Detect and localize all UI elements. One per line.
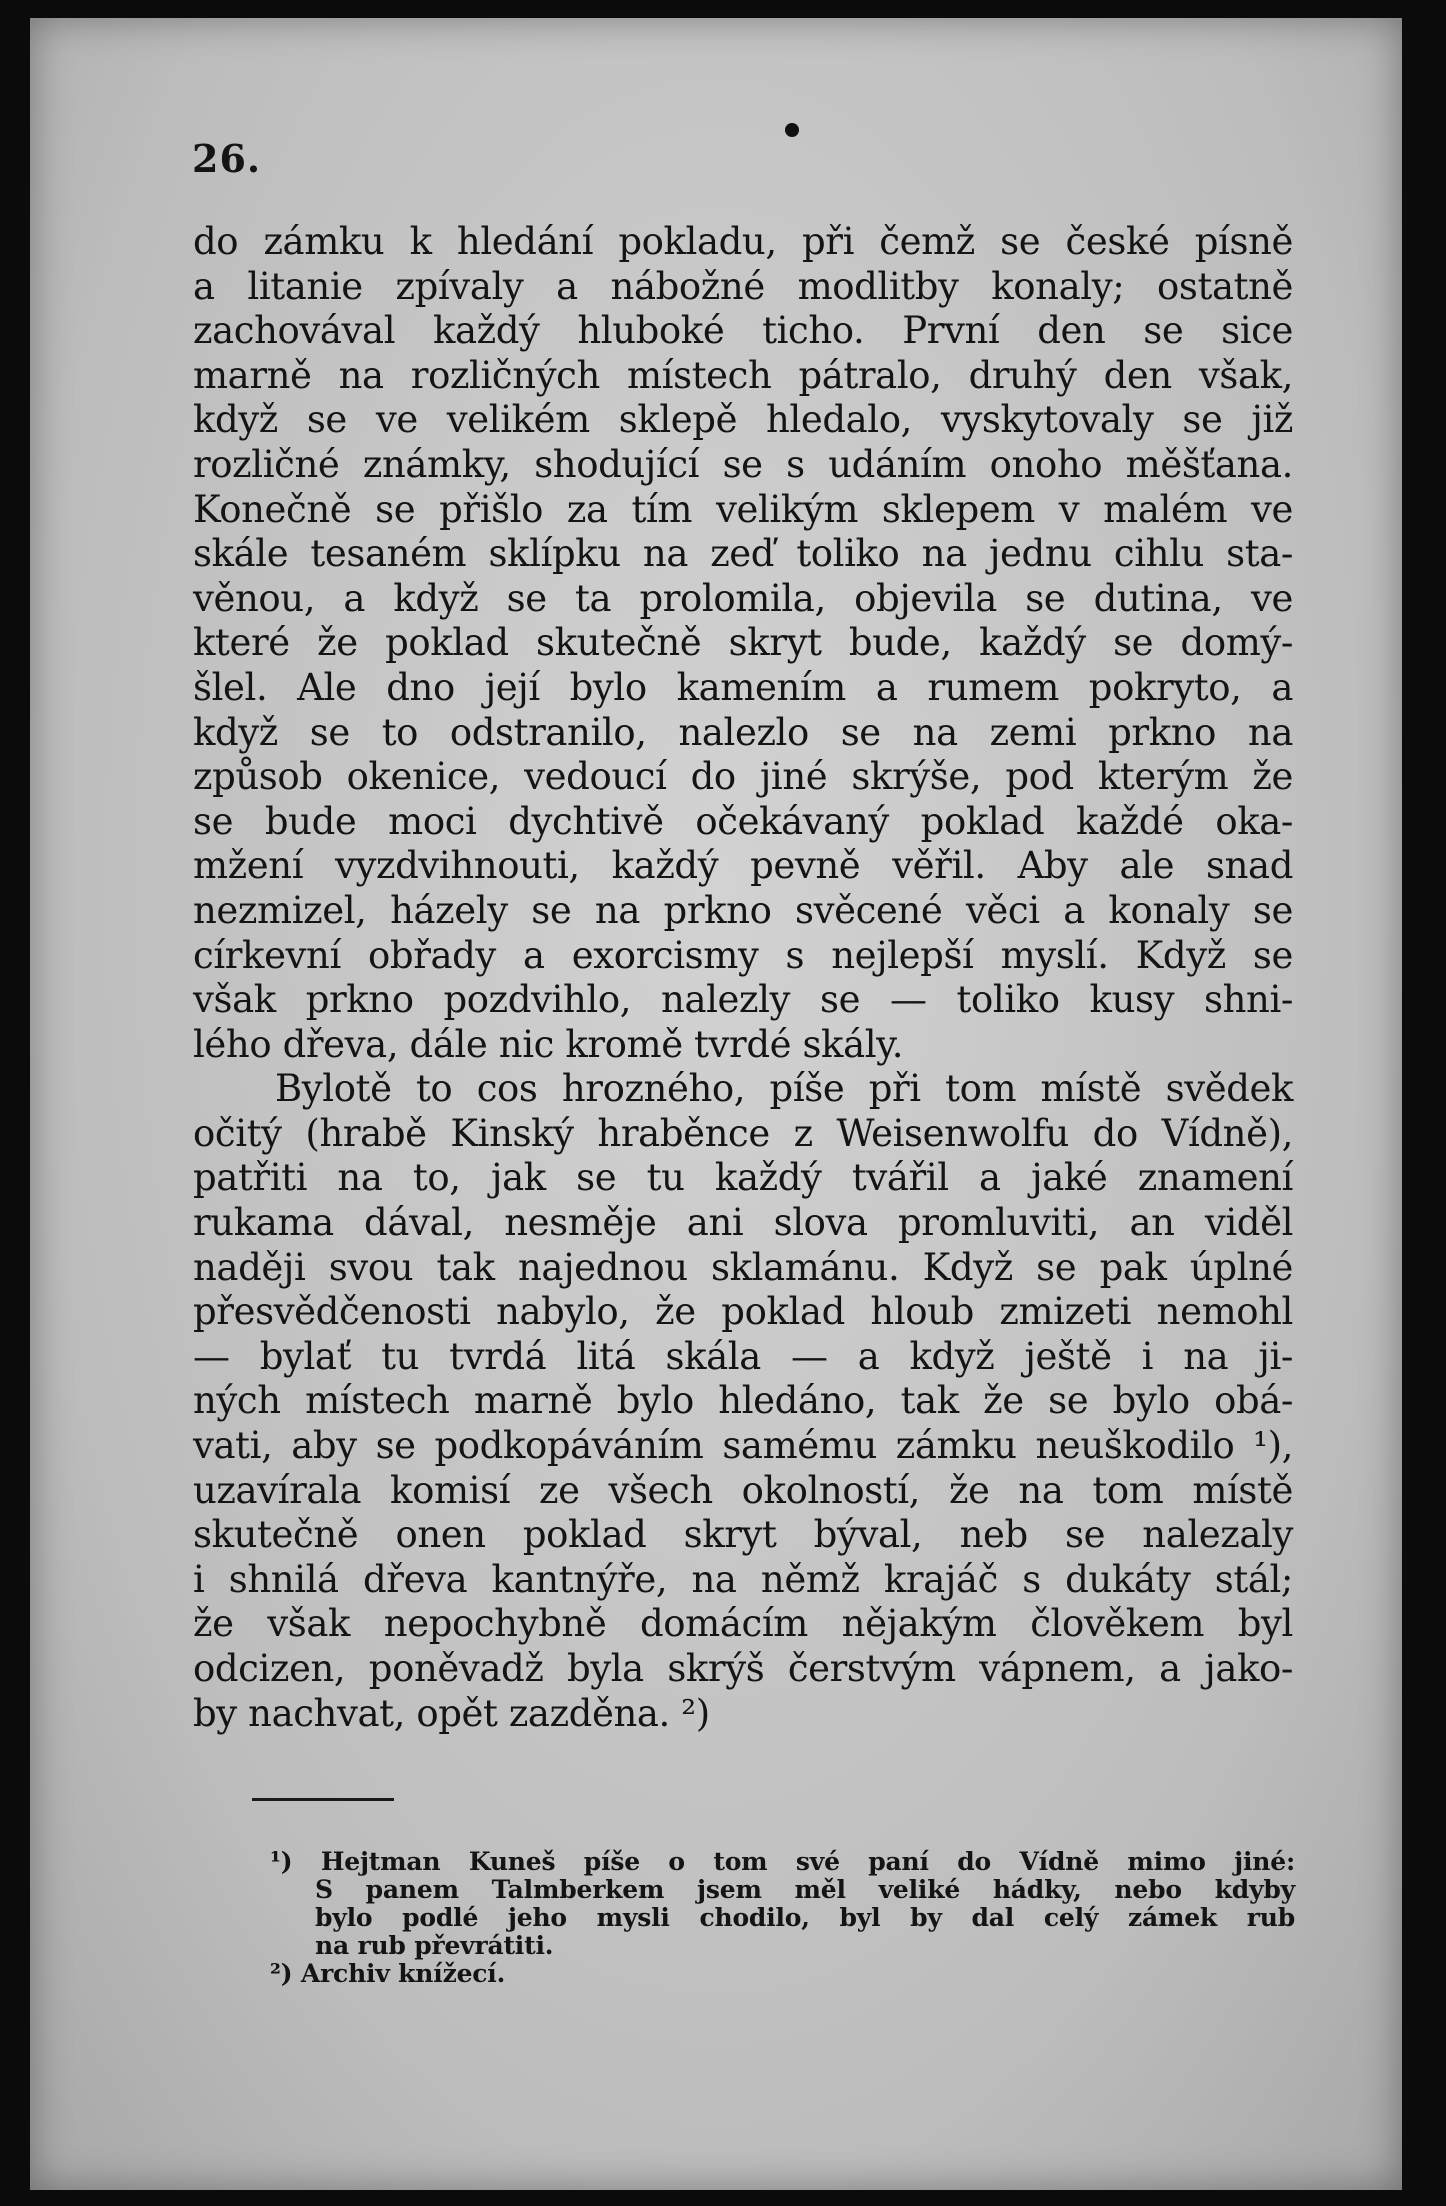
footnote-rule <box>252 1798 394 1801</box>
body-line: šlel. Ale dno její bylo kamením a rumem pokryto, a <box>193 665 1293 709</box>
body-line: skutečně onen poklad skryt býval, neb se nalezaly <box>193 1513 1293 1557</box>
page-number: 26. <box>192 136 262 181</box>
ink-speck <box>785 123 799 137</box>
body-line: že však nepochybně domácím nějakým člověkem byl <box>193 1602 1293 1646</box>
body-line: lého dřeva, dále nic kromě tvrdé skály. <box>193 1022 904 1066</box>
body-line: rukama dával, nesměje ani slova promluviti, an viděl <box>193 1201 1293 1245</box>
footnotes <box>270 1848 1295 1988</box>
footnote-line: ¹) Hejtman Kuneš píše o tom své paní do Vídně mimo jiné: <box>270 1847 1295 1876</box>
body-line: způsob okenice, vedoucí do jiné skrýše, pod kterým že <box>193 755 1293 799</box>
body-line: Konečně se přišlo za tím velikým sklepem v malém ve <box>193 487 1293 531</box>
body-line: zachovával každý hluboké ticho. První den se sice <box>193 309 1293 353</box>
body-line: by nachvat, opět zazděna. ²) <box>193 1691 710 1735</box>
body-line: a litanie zpívaly a nábožné modlitby konaly; ostatně <box>193 264 1293 308</box>
body-text <box>193 220 1293 1736</box>
body-line: marně na rozličných místech pátralo, druhý den však, <box>193 353 1293 397</box>
body-line: patřiti na to, jak se tu každý tvářil a jaké znamení <box>193 1156 1293 1200</box>
body-line: skále tesaném sklípku na zeď toliko na jednu cihlu sta- <box>193 532 1293 576</box>
body-line: když se ve velikém sklepě hledalo, vyskytovaly se již <box>193 398 1293 442</box>
body-line: ných místech marně bylo hledáno, tak že se bylo obá- <box>193 1379 1293 1423</box>
footnote-line: bylo podlé jeho mysli chodilo, byl by dal celý zámek rub <box>315 1903 1295 1932</box>
footnote-line: ²) Archiv knížecí. <box>270 1959 506 1988</box>
footnote-line: S panem Talmberkem jsem měl veliké hádky, nebo kdyby <box>315 1875 1295 1904</box>
body-line: věnou, a když se ta prolomila, objevila se dutina, ve <box>193 576 1293 620</box>
body-line: vati, aby se podkopáváním samému zámku neuškodilo ¹), <box>193 1424 1293 1468</box>
body-line: — bylať tu tvrdá litá skála — a když ještě i na ji- <box>193 1334 1293 1378</box>
body-line: rozličné známky, shodující se s udáním onoho měšťana. <box>193 442 1293 486</box>
body-line: když se to odstranilo, nalezlo se na zemi prkno na <box>193 710 1293 754</box>
body-line: však prkno pozdvihlo, nalezly se — toliko kusy shni- <box>193 978 1293 1022</box>
body-line: odcizen, poněvadž byla skrýš čerstvým vápnem, a jako- <box>193 1647 1293 1690</box>
paragraph-start-line: Bylotě to cos hrozného, píše při tom místě svědek <box>275 1067 1293 1111</box>
body-line: přesvědčenosti nabylo, že poklad hloub zmizeti nemohl <box>193 1290 1293 1334</box>
body-line: mžení vyzdvihnouti, každý pevně věřil. Aby ale snad <box>193 844 1293 888</box>
body-line: se bude moci dychtivě očekávaný poklad každé oka- <box>193 799 1293 843</box>
body-line: církevní obřady a exorcismy s nejlepší myslí. Když se <box>193 933 1293 977</box>
body-line: uzavírala komisí ze všech okolností, že na tom místě <box>193 1468 1293 1512</box>
body-line: do zámku k hledání pokladu, při čemž se české písně <box>193 220 1293 263</box>
body-line: i shnilá dřeva kantnýře, na němž krajáč s dukáty stál; <box>193 1557 1293 1601</box>
body-line: očitý (hrabě Kinský hraběnce z Weisenwolfu do Vídně), <box>193 1111 1293 1155</box>
body-line: které že poklad skutečně skryt bude, každý se domý- <box>193 621 1293 665</box>
body-line: naději svou tak najednou sklamánu. Když se pak úplné <box>193 1245 1293 1289</box>
book-page <box>30 18 1402 2190</box>
footnote-line: na rub převrátiti. <box>315 1931 554 1960</box>
body-line: nezmizel, házely se na prkno svěcené věci a konaly se <box>193 888 1293 932</box>
